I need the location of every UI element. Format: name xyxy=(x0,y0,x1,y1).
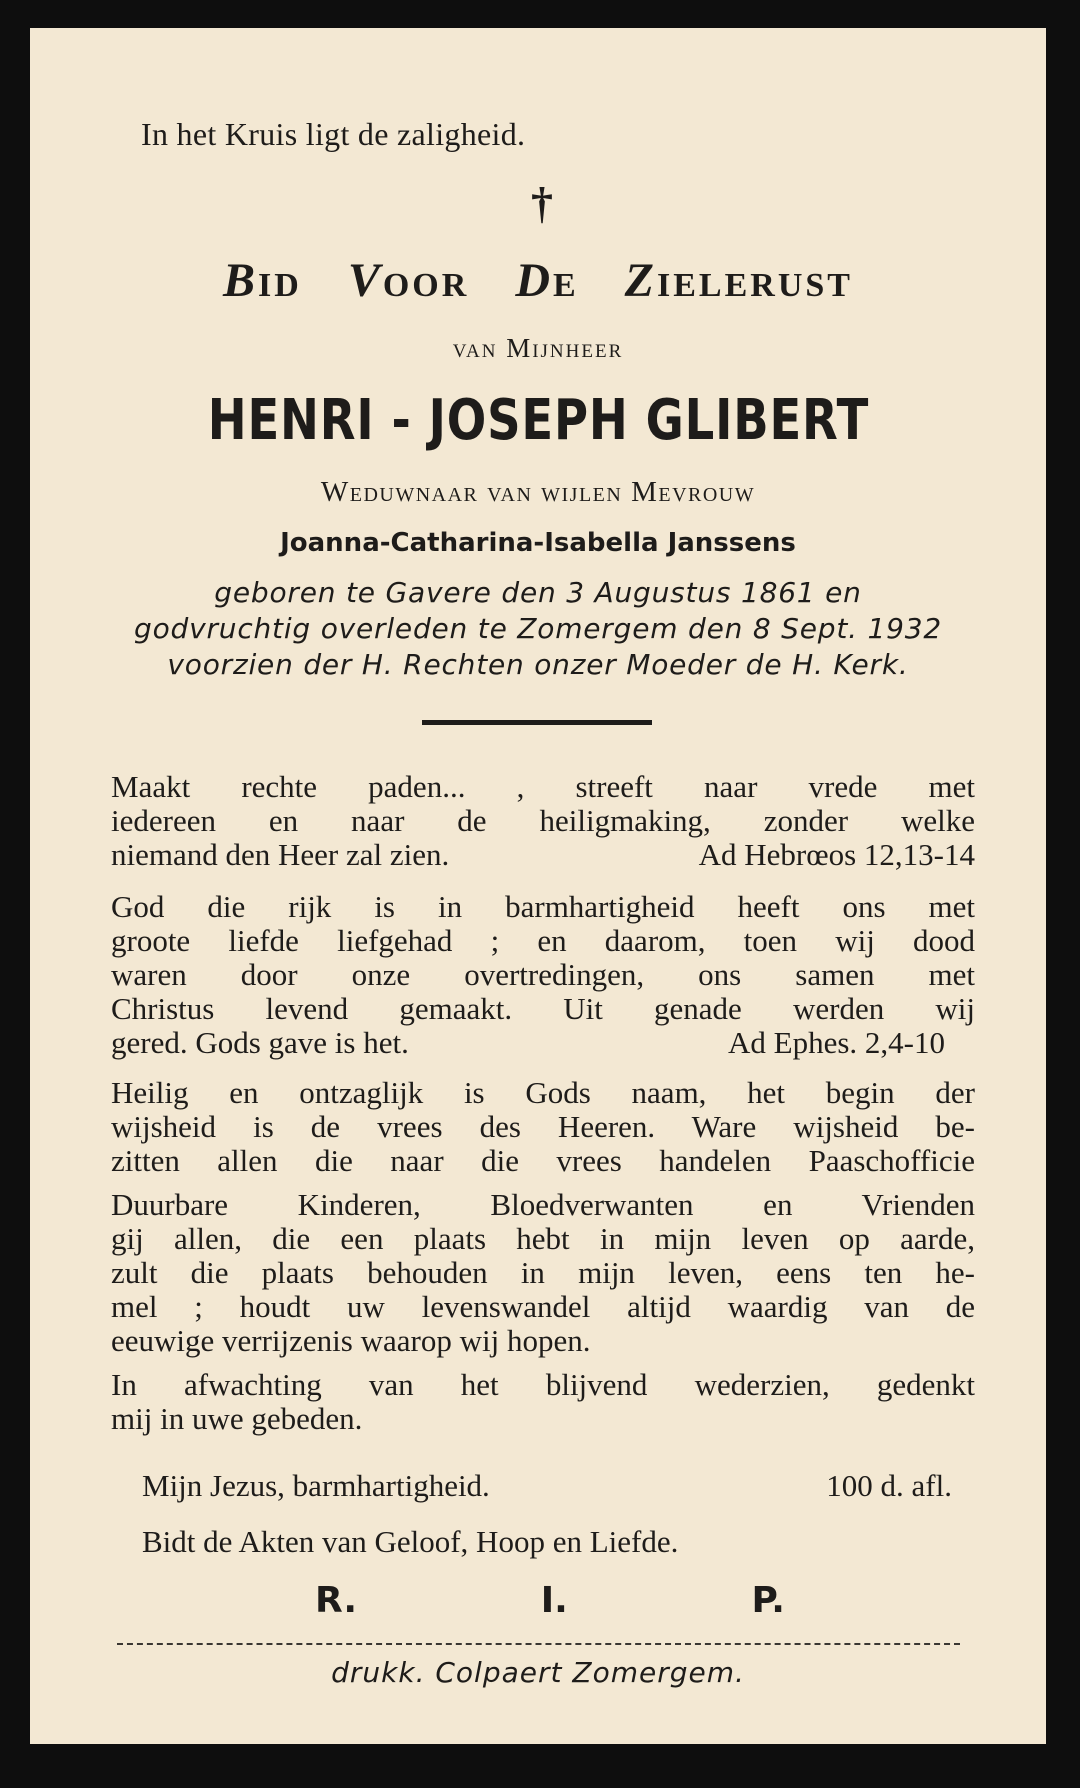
rip-initials xyxy=(315,1580,785,1621)
memorial-card xyxy=(30,28,1046,1744)
paragraph-line: niemand den Heer zal zien. Ad Hebrœos 12,13-14 xyxy=(111,837,975,872)
paragraph-line: Heilig en ontzaglijk is Gods naam, het begin der xyxy=(111,1075,975,1110)
motto: In het Kruis ligt de zaligheid. xyxy=(141,116,526,152)
paragraph-line: mel ; houdt uw levenswandel altijd waardig van de xyxy=(111,1289,975,1324)
paragraph-line: wijsheid is de vrees des Heeren. Ware wijsheid be- xyxy=(111,1109,975,1144)
divider-rule xyxy=(422,720,652,725)
heading-word: ZIELERUST xyxy=(624,254,853,307)
bio-line: geboren te Gavere den 3 Augustus 1861 en xyxy=(214,576,862,609)
bio-line: godvruchtig overleden te Zomergem den 8 Sept. 1932 xyxy=(134,612,942,645)
paragraph-line: Christus levend gemaakt. Uit genade werden wij xyxy=(111,991,975,1026)
rip-letter: R. xyxy=(315,1580,358,1621)
paragraph-line: Duurbare Kinderen, Bloedverwanten en Vrienden xyxy=(111,1187,975,1222)
widower-line: Weduwnaar van wijlen Mevrouw xyxy=(320,476,756,508)
remembrance-paragraph xyxy=(111,1368,975,1436)
paragraph-line: God die rijk is in barmhartigheid heeft ons met xyxy=(111,889,975,924)
paragraph-line: gij allen, die een plaats hebt in mijn leven op aarde, xyxy=(111,1221,975,1256)
paragraph-line: iedereen en naar de heiligmaking, zonder welke xyxy=(111,803,975,838)
indulgence-note: 100 d. afl. xyxy=(826,1468,952,1503)
paragraph-line: eeuwige verrijzenis waarop wij hopen. xyxy=(111,1323,591,1358)
prayer-line-mercy: Mijn Jezus, barmhartigheid. 100 d. afl. xyxy=(142,1468,952,1503)
deceased-name: HENRI - JOSEPH GLIBERT xyxy=(207,388,869,453)
rip-letter: P. xyxy=(751,1580,785,1621)
scripture-paragraph-ephesians xyxy=(111,890,975,1060)
printer-credit: drukk. Colpaert Zomergem. xyxy=(331,1656,745,1689)
paragraph-line: zult die plaats behouden in mijn leven, eens ten he- xyxy=(111,1255,975,1290)
rip-letter: I. xyxy=(540,1580,568,1621)
van-mijnheer: van Mijnheer xyxy=(452,333,624,363)
paragraph-line: In afwachting van het blijvend wederzien, gedenkt xyxy=(111,1367,975,1402)
paragraph-line: zitten allen die naar die vrees handelen Paaschofficie xyxy=(111,1143,975,1178)
scripture-reference: Ad Hebrœos 12,13-14 xyxy=(698,837,975,872)
dashed-divider xyxy=(117,1643,960,1645)
cross-icon: † xyxy=(531,179,553,228)
scripture-reference: Ad Ephes. 2,4-10 xyxy=(728,1025,945,1060)
prayer-line-acts: Bidt de Akten van Geloof, Hoop en Liefde. xyxy=(142,1524,679,1559)
prayer-heading xyxy=(30,253,1046,308)
farewell-paragraph xyxy=(111,1188,975,1358)
wife-name: Joanna-Catharina-Isabella Janssens xyxy=(280,528,796,558)
paragraph-line: mij in uwe gebeden. xyxy=(111,1401,363,1436)
paragraph-line: gered. Gods gave is het. Ad Ephes. 2,4-10 xyxy=(111,1025,945,1060)
scripture-paragraph-wisdom xyxy=(111,1076,975,1178)
bio-line: voorzien der H. Rechten onzer Moeder de H. Kerk. xyxy=(167,648,909,681)
scripture-paragraph-hebrews xyxy=(111,770,975,872)
heading-word: DE xyxy=(515,254,579,307)
paragraph-line: groote liefde liefgehad ; en daarom, toen wij dood xyxy=(111,923,975,958)
paragraph-line: Maakt rechte paden... , streeft naar vrede met xyxy=(111,769,975,804)
paragraph-line: waren door onze overtredingen, ons samen met xyxy=(111,957,975,992)
heading-word: VOOR xyxy=(347,254,470,307)
heading-word: BID xyxy=(223,254,302,307)
